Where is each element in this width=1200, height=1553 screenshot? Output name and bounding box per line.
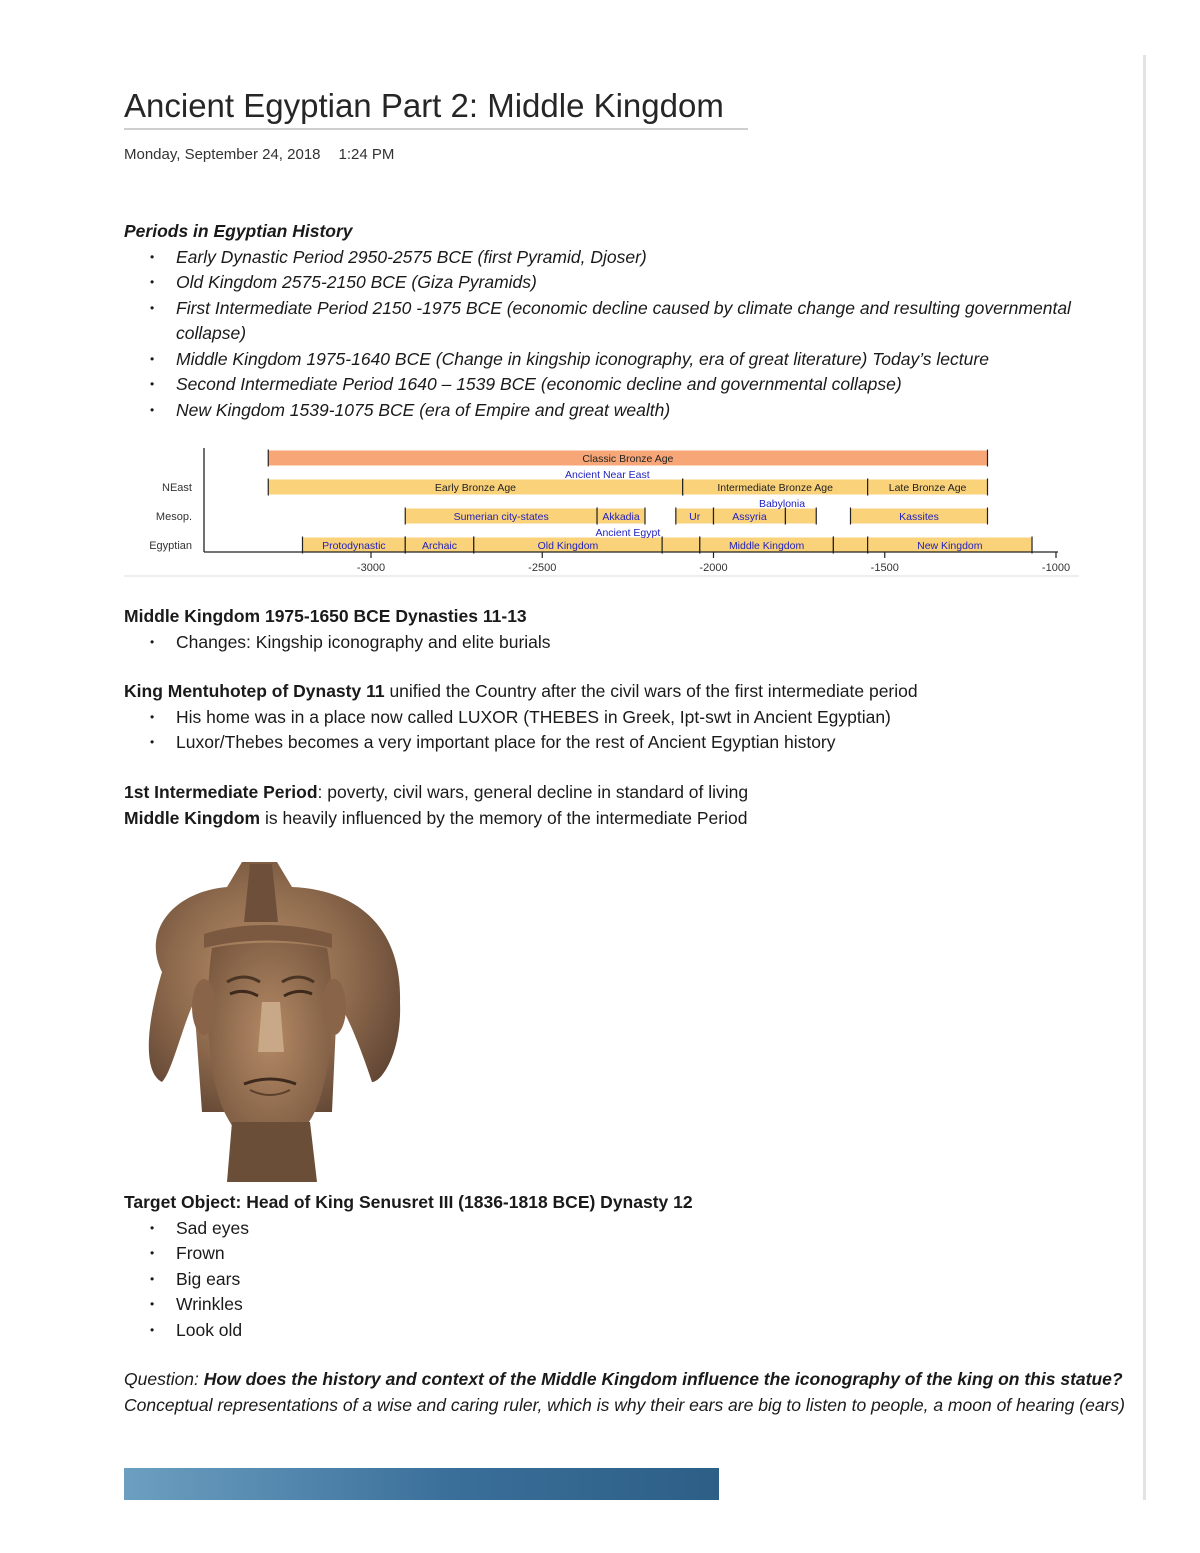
question-section: [124, 1367, 1139, 1418]
list-item: • Middle Kingdom 1975-1640 BCE (Change in kingship iconography, era of great literature) Today’s lecture: [124, 347, 1139, 373]
timeline-tick-label: -1000: [1041, 562, 1071, 574]
list-item: • Sad eyes: [124, 1216, 1139, 1242]
senusret-head-image: [132, 852, 412, 1182]
timeline-bar-label: Kassites: [899, 511, 939, 523]
mentuhotep-list: [124, 705, 1139, 756]
date-line: [124, 146, 394, 163]
target-section: [124, 1190, 1139, 1343]
list-item: • His home was in a place now called LUXOR (THEBES in Greek, Ipt-swt in Ancient Egyptian): [124, 705, 1139, 731]
middle-kingdom-section: [124, 604, 1139, 655]
timeline-bar: [833, 538, 867, 553]
mk-influence-strong: Middle Kingdom: [124, 807, 261, 828]
question-line: [124, 1367, 1139, 1393]
fip-rest: : poverty, civil wars, general decline in standard of living: [317, 782, 749, 802]
question-text: How does the history and context of the Middle Kingdom influence the iconography of the king on this statue?: [203, 1369, 1123, 1389]
mentuhotep-rest: unified the Country after the civil wars of the first intermediate period: [384, 681, 918, 701]
periods-heading: Periods in Egyptian History: [124, 221, 353, 241]
question-answer: Conceptual representations of a wise and caring ruler, which is why their ears are big to listen to people, a moon of hearing (ears): [124, 1394, 1125, 1415]
timeline-bar-label: Old Kingdom: [537, 540, 599, 552]
timeline-tick-label: -1500: [870, 562, 899, 574]
page-edge: [1143, 55, 1146, 1500]
list-item: • Wrinkles: [124, 1292, 1139, 1318]
timeline-tick-label: -2000: [699, 562, 728, 574]
list-item: • Changes: Kingship iconography and elite burials: [124, 630, 1139, 656]
mentuhotep-section: [124, 679, 1139, 756]
middle-kingdom-heading: Middle Kingdom 1975-1650 BCE Dynasties 11-13: [124, 606, 527, 626]
timeline-tick-label: -2500: [528, 562, 557, 574]
timeline-bar-label: Assyria: [732, 511, 767, 523]
timeline-bar-label: Middle Kingdom: [728, 540, 805, 552]
periods-list: [124, 245, 1139, 424]
timeline-row-label: Mesop.: [155, 511, 192, 523]
image-strip: [124, 1468, 719, 1500]
timeline-bar-label: Archaic: [421, 540, 458, 552]
timeline-bar-label: Ur: [689, 511, 701, 523]
mk-influence-rest: is heavily influenced by the memory of the intermediate Period: [260, 807, 748, 828]
timeline-annotation: Babylonia: [758, 498, 806, 510]
timeline-bar: [662, 538, 700, 553]
timeline-bar-label: Classic Bronze Age: [582, 453, 674, 465]
timeline-row-label: Egyptian: [149, 540, 192, 552]
target-list: [124, 1216, 1139, 1344]
timeline-annotation: Ancient Egypt: [595, 527, 661, 539]
list-item: • Second Intermediate Period 1640 – 1539 BCE (economic decline and governmental collapse): [124, 372, 1139, 398]
timeline-bar-label: Protodynastic: [322, 540, 386, 552]
list-item: • First Intermediate Period 2150 -1975 BCE (economic decline caused by climate change and resulting governmental collapse): [124, 296, 1139, 347]
timeline-tick-label: -3000: [356, 562, 386, 574]
timeline-chart: [124, 440, 1084, 580]
list-item: • Early Dynastic Period 2950-2575 BCE (first Pyramid, Djoser): [124, 245, 1139, 271]
timeline-bar-label: New Kingdom: [917, 540, 983, 552]
timeline-annotation: Ancient Near East: [565, 469, 650, 481]
list-item: • New Kingdom 1539-1075 BCE (era of Empire and great wealth): [124, 398, 1139, 424]
list-item: • Old Kingdom 2575-2150 BCE (Giza Pyramids): [124, 270, 1139, 296]
periods-section: [124, 219, 1139, 423]
list-item: • Big ears: [124, 1267, 1139, 1293]
page-title: Ancient Egyptian Part 2: Middle Kingdom: [124, 86, 748, 130]
timeline-bar-label: Sumerian city-states: [453, 511, 549, 523]
middle-kingdom-list: [124, 630, 1139, 656]
list-item: • Luxor/Thebes becomes a very important place for the rest of Ancient Egyptian history: [124, 730, 1139, 756]
timeline-bar-label: Late Bronze Age: [888, 482, 967, 494]
timeline-bar-label: Early Bronze Age: [434, 482, 517, 494]
timeline-row-label: NEast: [162, 482, 192, 494]
intermediate-section: [124, 780, 1139, 831]
question-prefix: Question:: [124, 1369, 204, 1389]
timeline-bar-label: Akkadia: [602, 511, 640, 523]
fip-strong: 1st Intermediate Period: [124, 782, 318, 802]
mk-influence-line: [124, 806, 1139, 832]
note-time: 1:24 PM: [338, 146, 395, 163]
timeline-bar: [785, 509, 816, 524]
note-date: Monday, September 24, 2018: [124, 146, 321, 163]
mentuhotep-line: [124, 679, 1139, 705]
target-heading: Target Object: Head of King Senusret III (1836-1818 BCE) Dynasty 12: [124, 1192, 693, 1212]
timeline-bar-label: Intermediate Bronze Age: [717, 482, 833, 494]
fip-line: [124, 780, 1139, 806]
list-item: • Frown: [124, 1241, 1139, 1267]
mentuhotep-strong: King Mentuhotep of Dynasty 11: [124, 681, 385, 701]
list-item: • Look old: [124, 1318, 1139, 1344]
